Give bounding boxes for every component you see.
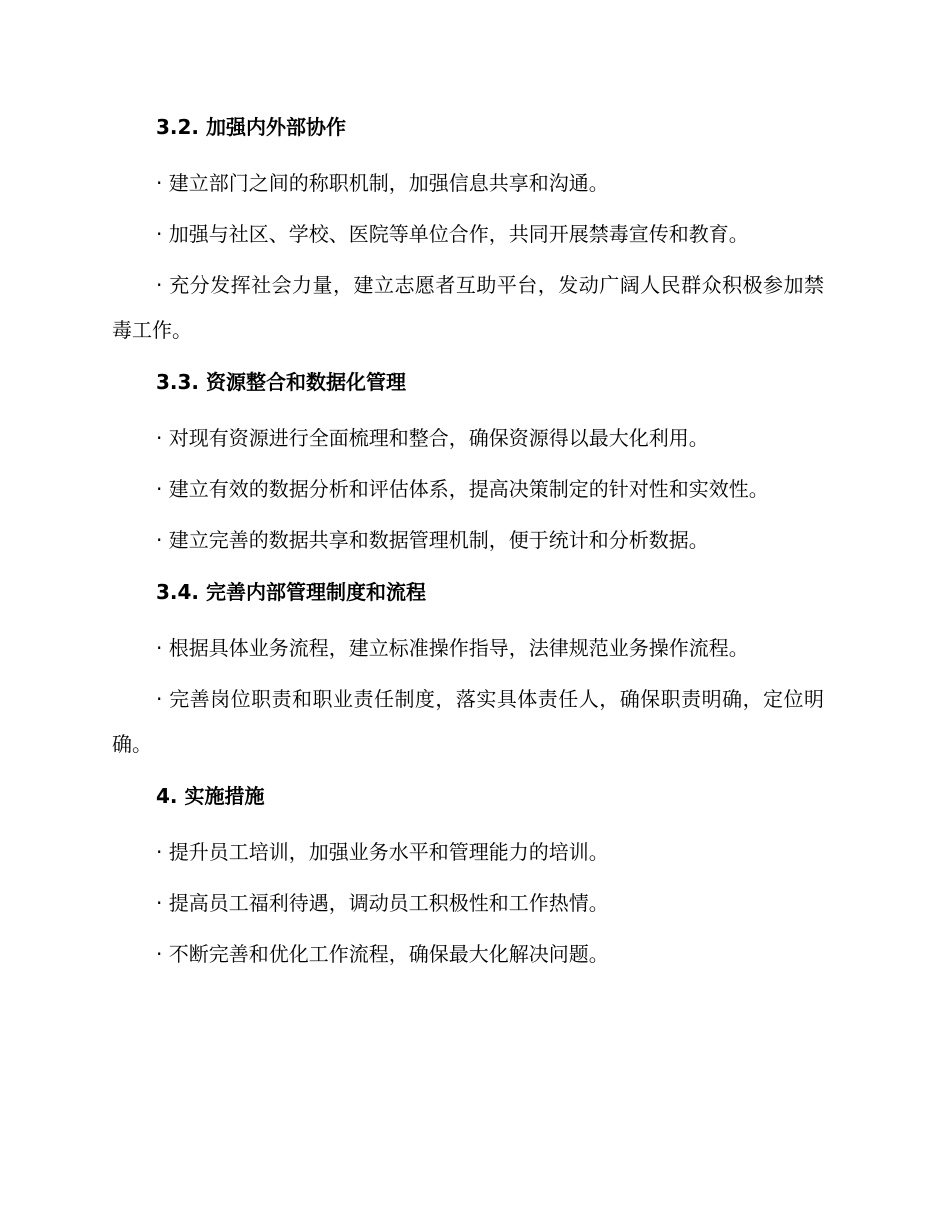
document-body	[112, 110, 824, 989]
bullet-item: · 建立完善的数据共享和数据管理机制，便于统计和分析数据。	[156, 528, 709, 552]
section-heading: 3.3. 资源整合和数据化管理	[156, 370, 406, 394]
bullet-item: · 建立部门之间的称职机制，加强信息共享和沟通。	[156, 171, 609, 195]
bullet-item: · 充分发挥社会力量，建立志愿者互助平台，发动广阔人民群众积极参加禁毒工作。	[112, 273, 824, 342]
bullet-item: · 提升员工培训，加强业务水平和管理能力的培训。	[156, 840, 609, 864]
bullet-item: · 提高员工福利待遇，调动员工积极性和工作热情。	[156, 891, 609, 915]
bullet-item: · 建立有效的数据分析和评估体系，提高决策制定的针对性和实效性。	[156, 477, 769, 501]
section-heading: 3.4. 完善内部管理制度和流程	[156, 580, 426, 604]
bullet-item: · 根据具体业务流程，建立标准操作指导，法律规范业务操作流程。	[156, 636, 749, 660]
bullet-item: · 完善岗位职责和职业责任制度，落实具体责任人，确保职责明确，定位明确。	[112, 687, 824, 756]
section-heading: 4. 实施措施	[156, 784, 265, 808]
bullet-item: · 不断完善和优化工作流程，确保最大化解决问题。	[156, 942, 609, 966]
section-heading: 3.2. 加强内外部协作	[156, 115, 346, 139]
bullet-item: · 对现有资源进行全面梳理和整合，确保资源得以最大化利用。	[156, 426, 709, 450]
bullet-item: · 加强与社区、学校、医院等单位合作，共同开展禁毒宣传和教育。	[156, 222, 749, 246]
